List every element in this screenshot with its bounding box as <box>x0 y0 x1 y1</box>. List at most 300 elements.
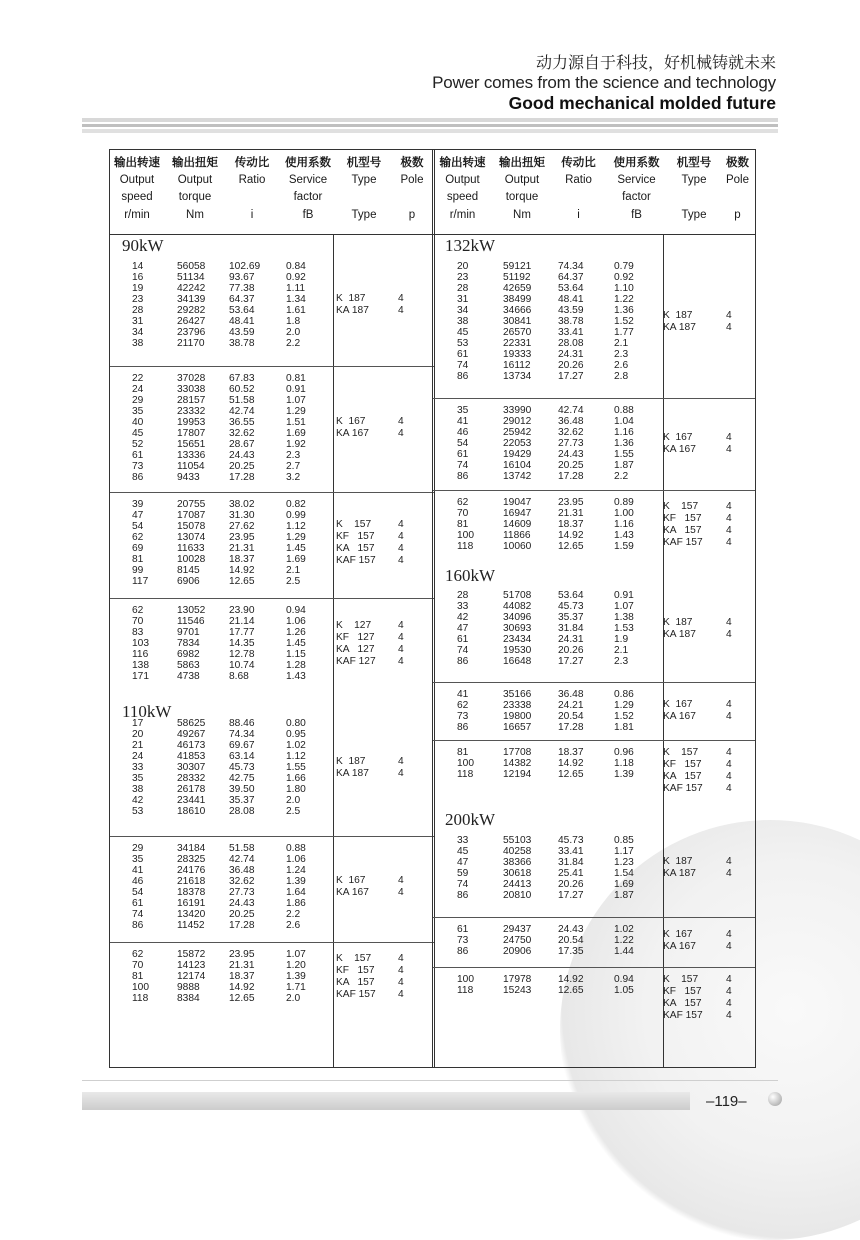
torque-value: 16657 <box>503 722 532 733</box>
service-factor-value: 1.55 <box>614 449 634 460</box>
speed-value: 22 <box>132 373 144 384</box>
column-header-line1: Output <box>119 173 155 186</box>
type-label: KA 157 <box>663 998 702 1009</box>
type-label: K 167 <box>336 875 366 886</box>
speed-value: 74 <box>457 360 469 371</box>
speed-value: 46 <box>132 876 144 887</box>
column-header-cn: 机型号 <box>676 155 712 169</box>
service-factor-value: 0.80 <box>286 718 306 729</box>
speed-value: 86 <box>457 722 469 733</box>
type-label: K 167 <box>663 699 693 710</box>
torque-value: 10028 <box>177 554 206 565</box>
ratio-value: 17.28 <box>558 722 584 733</box>
service-factor-value: 1.02 <box>286 740 306 751</box>
type-group <box>110 492 434 599</box>
speed-value: 103 <box>132 638 149 649</box>
column-header-line2: torque <box>178 191 212 203</box>
speed-value: 73 <box>457 711 469 722</box>
service-factor-value: 1.39 <box>614 769 634 780</box>
speed-value: 29 <box>132 843 144 854</box>
pole-value: 4 <box>398 643 404 655</box>
torque-value: 46173 <box>177 740 206 751</box>
type-label: KA 157 <box>336 976 375 988</box>
speed-value: 28 <box>457 283 469 294</box>
ratio-value: 33.41 <box>558 327 584 338</box>
pole-value: 4 <box>398 555 404 566</box>
service-factor-value: 1.23 <box>614 857 634 868</box>
service-factor-value: 2.2 <box>286 338 301 349</box>
service-factor-value: 1.29 <box>286 532 306 543</box>
service-factor-value: 1.18 <box>614 758 634 769</box>
service-factor-value: 1.44 <box>614 946 634 957</box>
table-row <box>433 722 755 734</box>
type-label: KA 167 <box>663 940 696 952</box>
torque-value: 6906 <box>177 576 200 587</box>
service-factor-value: 1.86 <box>286 898 306 909</box>
table-panel-right <box>432 149 756 1068</box>
service-factor-value: 1.36 <box>614 305 634 316</box>
ratio-value: 53.64 <box>558 283 584 294</box>
torque-value: 28332 <box>177 773 206 784</box>
service-factor-value: 2.0 <box>286 993 301 1004</box>
torque-value: 13074 <box>177 532 206 543</box>
column-header-cn: 极数 <box>400 155 424 169</box>
torque-value: 49267 <box>177 729 206 740</box>
service-factor-value: 1.38 <box>614 612 634 623</box>
ratio-value: 14.92 <box>229 565 255 576</box>
column-header-cn: 输出扭矩 <box>172 155 218 169</box>
ratio-value: 20.25 <box>229 909 255 920</box>
speed-value: 33 <box>132 762 144 773</box>
column-header-line2 <box>226 189 278 207</box>
speed-value: 62 <box>457 700 469 711</box>
ratio-value: 31.84 <box>558 857 584 868</box>
service-factor-value: 2.2 <box>614 471 629 482</box>
ratio-value: 21.14 <box>229 616 255 627</box>
column-header-speed <box>433 154 492 224</box>
column-header-line1: Service <box>617 173 656 186</box>
ratio-value: 45.73 <box>558 835 584 846</box>
ratio-value: 36.55 <box>229 417 255 428</box>
service-factor-value: 1.24 <box>286 865 306 876</box>
service-factor-value: 2.2 <box>286 909 301 920</box>
pole-value: 4 <box>726 1010 732 1021</box>
ratio-value: 17.27 <box>558 890 584 901</box>
service-factor-value: 1.43 <box>614 530 634 541</box>
service-factor-value: 1.16 <box>614 427 634 438</box>
service-factor-value: 1.66 <box>286 773 306 784</box>
ratio-value: 17.35 <box>558 946 584 957</box>
torque-value: 23332 <box>177 406 206 417</box>
torque-value: 11546 <box>177 616 205 627</box>
speed-value: 54 <box>457 438 469 449</box>
ratio-value: 69.67 <box>229 740 255 751</box>
torque-value: 19429 <box>503 449 532 460</box>
speed-value: 16 <box>132 272 144 283</box>
table-row <box>433 890 755 902</box>
type-label: KA 187 <box>336 767 369 779</box>
service-factor-value: 0.88 <box>286 843 306 854</box>
service-factor-value: 2.3 <box>614 349 629 360</box>
speed-value: 100 <box>132 982 149 993</box>
ratio-value: 28.67 <box>229 439 255 450</box>
torque-value: 55103 <box>503 835 532 846</box>
speed-value: 70 <box>457 508 469 519</box>
torque-value: 35166 <box>503 689 532 700</box>
speed-value: 73 <box>457 935 469 946</box>
ratio-value: 21.31 <box>558 508 584 519</box>
ratio-value: 25.41 <box>558 868 584 879</box>
service-factor-value: 1.07 <box>286 395 306 406</box>
speed-value: 42 <box>457 612 469 623</box>
type-label: K 167 <box>336 416 366 427</box>
power-rating-heading: 110kW <box>122 702 172 721</box>
service-factor-value: 1.92 <box>286 439 306 450</box>
service-factor-value: 0.89 <box>614 497 634 508</box>
speed-value: 24 <box>132 384 144 395</box>
torque-value: 5863 <box>177 660 200 671</box>
torque-value: 33990 <box>503 405 532 416</box>
speed-value: 86 <box>457 890 469 901</box>
type-label: KA 187 <box>336 305 369 316</box>
column-header-line3: r/min <box>449 208 476 221</box>
service-factor-value: 1.53 <box>614 623 634 634</box>
service-factor-value: 1.87 <box>614 460 634 471</box>
service-factor-value: 1.07 <box>614 601 634 612</box>
ratio-value: 14.92 <box>229 982 255 993</box>
type-label: KF 127 <box>336 631 375 643</box>
pole-value: 4 <box>726 628 732 640</box>
column-header-line2 <box>720 189 755 207</box>
torque-value: 29282 <box>177 305 206 316</box>
torque-value: 10060 <box>503 541 532 552</box>
type-label: KAF 157 <box>336 555 376 566</box>
column-header-line1: Output <box>177 173 213 186</box>
ratio-value: 32.62 <box>558 427 584 438</box>
column-header-line2 <box>552 189 605 207</box>
type-label: KF 157 <box>663 986 702 997</box>
speed-value: 31 <box>457 294 469 305</box>
speed-value: 62 <box>457 497 469 508</box>
service-factor-value: 2.3 <box>286 450 301 461</box>
pole-value: 4 <box>726 783 732 794</box>
torque-value: 19800 <box>503 711 532 722</box>
ratio-value: 64.37 <box>558 272 584 283</box>
speed-value: 61 <box>132 450 144 461</box>
speed-value: 35 <box>457 405 469 416</box>
speed-value: 62 <box>132 949 144 960</box>
speed-value: 70 <box>132 960 144 971</box>
column-header-line2 <box>668 189 720 207</box>
ratio-value: 27.73 <box>558 438 584 449</box>
ratio-value: 42.75 <box>229 773 255 784</box>
torque-value: 23796 <box>177 327 206 338</box>
column-header-line2 <box>390 189 434 207</box>
ratio-value: 21.31 <box>229 960 255 971</box>
table-header <box>110 150 434 235</box>
type-label: KA 157 <box>336 543 375 554</box>
ratio-value: 36.48 <box>229 865 255 876</box>
ratio-value: 60.52 <box>229 384 255 395</box>
speed-value: 86 <box>132 920 144 931</box>
ratio-value: 36.48 <box>558 416 584 427</box>
header-band <box>82 118 778 122</box>
type-label: K 167 <box>663 431 693 443</box>
speed-value: 81 <box>457 747 469 758</box>
type-label: KA 167 <box>336 428 369 439</box>
service-factor-value: 2.1 <box>614 338 629 349</box>
speed-value: 24 <box>132 751 144 762</box>
torque-value: 4738 <box>177 671 200 682</box>
speed-value: 17 <box>132 718 144 729</box>
ratio-value: 43.59 <box>558 305 584 316</box>
column-header-torque <box>164 154 226 224</box>
ratio-value: 51.58 <box>229 843 255 854</box>
speed-value: 100 <box>457 974 474 985</box>
service-factor-value: 1.28 <box>286 660 306 671</box>
type-label: K 157 <box>663 500 699 512</box>
torque-value: 16648 <box>503 656 532 667</box>
table-row <box>433 541 755 553</box>
speed-value: 54 <box>132 887 144 898</box>
service-factor-value: 0.86 <box>614 689 634 700</box>
speed-value: 34 <box>457 305 469 316</box>
type-label: KAF 157 <box>663 783 703 794</box>
speed-value: 62 <box>132 532 144 543</box>
speed-value: 47 <box>132 510 144 521</box>
type-group <box>433 967 755 1032</box>
type-label: KA 167 <box>663 711 696 722</box>
ratio-value: 20.54 <box>558 935 584 946</box>
column-header-line3: p <box>408 208 416 221</box>
torque-value: 18378 <box>177 887 206 898</box>
type-group <box>433 835 755 915</box>
torque-value: 12194 <box>503 769 532 780</box>
ratio-value: 28.08 <box>229 806 255 817</box>
service-factor-value: 1.64 <box>286 887 306 898</box>
speed-value: 20 <box>132 729 144 740</box>
torque-value: 29437 <box>503 924 532 935</box>
bullet-icon <box>768 1092 782 1106</box>
type-label: KA 167 <box>336 887 369 898</box>
speed-value: 70 <box>132 616 144 627</box>
speed-value: 47 <box>457 857 469 868</box>
torque-value: 38499 <box>503 294 532 305</box>
service-factor-value: 1.55 <box>286 762 306 773</box>
speed-value: 117 <box>132 576 149 587</box>
torque-value: 24750 <box>503 935 532 946</box>
torque-value: 23434 <box>503 634 532 645</box>
ratio-value: 14.92 <box>558 974 584 985</box>
torque-value: 19047 <box>503 497 532 508</box>
type-group <box>110 836 434 943</box>
torque-value: 51192 <box>503 272 531 283</box>
service-factor-value: 1.69 <box>614 879 634 890</box>
pole-value: 4 <box>726 974 732 985</box>
ratio-value: 17.28 <box>229 472 255 483</box>
speed-value: 46 <box>457 427 469 438</box>
table-row <box>433 946 755 958</box>
column-header-service <box>605 154 668 224</box>
speed-value: 74 <box>457 645 469 656</box>
service-factor-value: 1.34 <box>286 294 306 305</box>
ratio-value: 18.37 <box>229 554 255 565</box>
speed-value: 38 <box>132 784 144 795</box>
torque-value: 59121 <box>503 261 532 272</box>
torque-value: 34666 <box>503 305 532 316</box>
torque-value: 20906 <box>503 946 532 957</box>
service-factor-value: 1.10 <box>614 283 634 294</box>
service-factor-value: 1.8 <box>286 316 301 327</box>
ratio-value: 38.02 <box>229 499 255 510</box>
service-factor-value: 1.05 <box>614 985 634 996</box>
speed-value: 42 <box>132 795 144 806</box>
service-factor-value: 1.43 <box>286 671 306 682</box>
ratio-value: 42.74 <box>229 854 255 865</box>
torque-value: 41853 <box>177 751 206 762</box>
ratio-value: 27.73 <box>229 887 255 898</box>
torque-value: 14123 <box>177 960 206 971</box>
speed-value: 81 <box>132 554 144 565</box>
type-label: K 187 <box>663 616 693 628</box>
pole-value: 4 <box>726 431 732 443</box>
column-header-line1: Output <box>445 173 480 186</box>
type-group <box>433 917 755 968</box>
ratio-value: 45.73 <box>558 601 584 612</box>
torque-value: 34139 <box>177 294 206 305</box>
ratio-value: 93.67 <box>229 272 255 283</box>
pole-value: 4 <box>726 868 732 879</box>
service-factor-value: 0.92 <box>286 272 306 283</box>
speed-value: 35 <box>132 854 144 865</box>
service-factor-value: 0.79 <box>614 261 634 272</box>
ratio-value: 43.59 <box>229 327 255 338</box>
speed-value: 118 <box>132 993 149 1004</box>
header-band <box>82 129 778 133</box>
page-number: –119– <box>706 1093 747 1110</box>
ratio-value: 24.43 <box>229 450 255 461</box>
column-header-line1: Ratio <box>238 173 266 186</box>
column-header-cn: 传动比 <box>234 155 270 169</box>
speed-value: 61 <box>132 898 144 909</box>
speed-value: 38 <box>457 316 469 327</box>
type-group <box>433 490 755 563</box>
speed-value: 100 <box>457 530 474 541</box>
column-header-pole <box>720 154 755 224</box>
service-factor-value: 0.96 <box>614 747 634 758</box>
ratio-value: 18.37 <box>558 519 584 530</box>
speed-value: 59 <box>457 868 469 879</box>
torque-value: 16191 <box>177 898 206 909</box>
speed-value: 53 <box>457 338 469 349</box>
service-factor-value: 2.0 <box>286 795 301 806</box>
service-factor-value: 3.2 <box>286 472 301 483</box>
ratio-value: 24.31 <box>558 349 584 360</box>
speed-value: 39 <box>132 499 144 510</box>
pole-value: 4 <box>726 771 732 782</box>
service-factor-value: 0.84 <box>286 261 306 272</box>
column-header-line3: r/min <box>124 208 150 221</box>
speed-value: 45 <box>457 327 469 338</box>
service-factor-value: 1.45 <box>286 543 306 554</box>
ratio-value: 39.50 <box>229 784 255 795</box>
torque-value: 8384 <box>177 993 200 1004</box>
ratio-value: 20.26 <box>558 879 584 890</box>
torque-value: 16947 <box>503 508 532 519</box>
pole-value: 4 <box>398 519 404 530</box>
ratio-value: 20.54 <box>558 711 584 722</box>
ratio-value: 24.21 <box>558 700 584 711</box>
ratio-value: 24.31 <box>558 634 584 645</box>
service-factor-value: 0.95 <box>286 729 306 740</box>
torque-value: 9888 <box>177 982 200 993</box>
speed-value: 20 <box>457 261 469 272</box>
column-header-cn: 使用系数 <box>285 155 331 169</box>
torque-value: 51134 <box>177 272 205 283</box>
column-header-cn: 使用系数 <box>613 155 660 169</box>
speed-value: 118 <box>457 769 474 780</box>
speed-value: 61 <box>457 924 469 935</box>
type-label: K 187 <box>663 309 693 321</box>
torque-value: 12174 <box>177 971 206 982</box>
service-factor-value: 0.88 <box>614 405 634 416</box>
torque-value: 26427 <box>177 316 206 327</box>
pole-value: 4 <box>726 856 732 867</box>
speed-value: 52 <box>132 439 144 450</box>
pole-value: 4 <box>726 321 732 333</box>
table-row <box>433 471 755 483</box>
column-header-line3: p <box>734 208 741 221</box>
ratio-value: 45.73 <box>229 762 255 773</box>
service-factor-value: 1.22 <box>614 935 634 946</box>
pole-value: 4 <box>398 952 404 964</box>
torque-value: 30307 <box>177 762 206 773</box>
torque-value: 17807 <box>177 428 206 439</box>
speed-value: 33 <box>457 601 469 612</box>
torque-value: 29012 <box>503 416 532 427</box>
ratio-value: 20.25 <box>558 460 584 471</box>
speed-value: 61 <box>457 349 469 360</box>
type-label: KAF 157 <box>663 536 703 548</box>
table-row <box>110 806 434 818</box>
pole-value: 4 <box>398 964 404 976</box>
torque-value: 34184 <box>177 843 206 854</box>
speed-value: 21 <box>132 740 144 751</box>
service-factor-value: 0.94 <box>286 605 306 616</box>
service-factor-value: 2.5 <box>286 576 301 587</box>
ratio-value: 17.77 <box>229 627 255 638</box>
ratio-value: 20.26 <box>558 645 584 656</box>
torque-value: 20755 <box>177 499 206 510</box>
ratio-value: 12.65 <box>558 985 584 996</box>
speed-value: 23 <box>457 272 469 283</box>
torque-value: 21170 <box>177 338 205 349</box>
column-header-line2 <box>338 189 390 207</box>
service-factor-value: 1.07 <box>286 949 306 960</box>
torque-value: 28157 <box>177 395 206 406</box>
type-label: K 157 <box>336 952 372 964</box>
speed-value: 45 <box>132 428 144 439</box>
ratio-value: 12.65 <box>229 576 255 587</box>
type-label: K 187 <box>336 755 366 767</box>
type-label: KA 167 <box>663 443 696 455</box>
pole-value: 4 <box>726 500 732 512</box>
column-header-line1: Output <box>504 173 540 186</box>
type-group <box>433 261 755 397</box>
ratio-value: 24.43 <box>558 449 584 460</box>
column-header-cn: 机型号 <box>346 155 382 169</box>
ratio-value: 17.27 <box>558 656 584 667</box>
